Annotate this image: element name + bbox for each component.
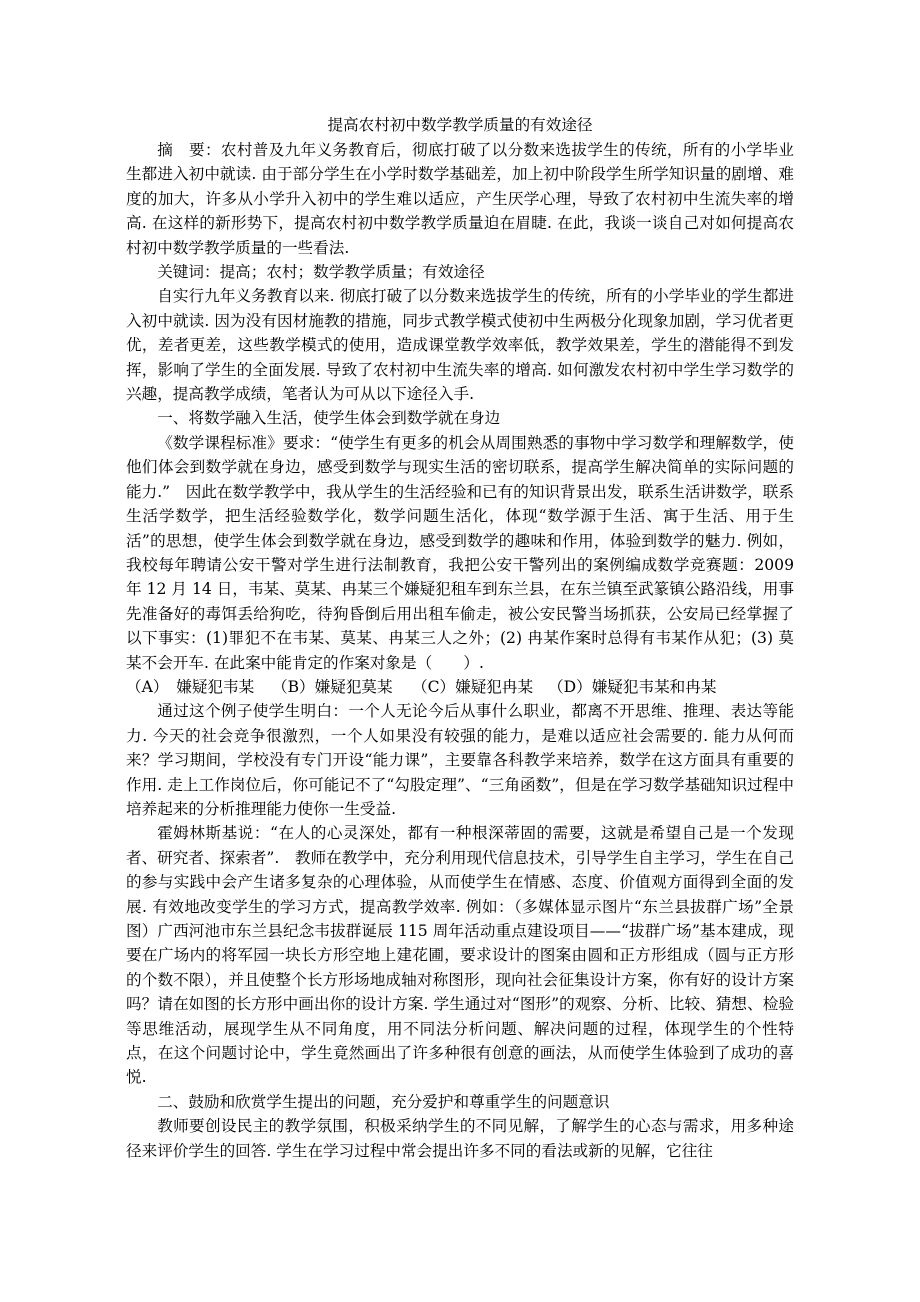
document-page <box>126 113 794 1163</box>
section-heading-2: 二、鼓励和欣赏学生提出的问题，充分爱护和尊重学生的问题意识 <box>157 1092 610 1111</box>
body-paragraph-3: 霍姆林斯基说：“在人的心灵深处，都有一种根深蒂固的需要，这就是希望自己是一个发现者、研究者、探索者”. 教师在教学中，充分利用现代信息技术，引导学生自主学习，学生在自己的参与实践中会产生诸多复杂的心理体验，从而使学生在情感、态度、价值观方面得到全面的发展. 有效地改变学生的学习方式，提高教学效率. 例如：（多媒体显示图片“东兰县拔群广场”全景图）广西河池市东兰县纪念韦拔群诞辰 115 周年活动重点建设项目——“拔群广场”基本建成，现要在广场内的将军园一块长方形空地上建花圃，要求设计的图案由圆和正方形组成（圆与正方形的个数不限），并且使整个长方形场地成轴对称图形，现向社会征集设计方案，你有好的设计方案吗？请在如图的长方形中画出你的设计方案. 学生通过对“图形”的观察、分析、比较、猜想、检验等思维活动，展现学生从不同角度，用不同法分析问题、解决问题的过程，体现学生的个性特点，在这个问题讨论中，学生竟然画出了许多种很有创意的画法，从而使学生体验到了成功的喜悦. <box>126 824 794 1087</box>
intro-paragraph: 自实行九年义务教育以来. 彻底打破了以分数来选拔学生的传统，所有的小学毕业的学生都进入初中就读. 因为没有因材施教的措施，同步式教学模式使初中生两极分化现象加剧，学习优者更优，差者更差，这些教学模式的使用，造成课堂教学效率低，教学效果差，学生的潜能得不到发挥，影响了学生的全面发展. 导致了农村初中生流失率的增高. 如何激发农村初中学生学习数学的兴趣，提高教学成绩，笔者认为可从以下途径入手. <box>126 287 794 404</box>
body-paragraph-1: 《数学课程标准》要求：“使学生有更多的机会从周围熟悉的事物中学习数学和理解数学，使他们体会到数学就在身边，感受到数学与现实生活的密切联系，提高学生解决简单的实际问题的能力.” 因此在数学教学中，我从学生的生活经验和已有的知识背景出发，联系生活讲数学，联系生活学数学，把生活经验数学化，数学问题生活化，体现“数学源于生活、寓于生活、用于生活”的思想，使学生体会到数学就在身边，感受到数学的趣味和作用，体验到数学的魅力. 例如，我校每年聘请公安干警对学生进行法制教育，我把公安干警列出的案例编成数学竞赛题：2009 年 12 月 14 日，韦某、莫某、冉某三个嫌疑犯租车到东兰县，在东兰镇至武篆镇公路沿线，用事先准备好的毒饵丢给狗吃，待狗昏倒后用出租车偷走，被公安民警当场抓获，公安局已经掌握了以下事实：(1)罪犯不在韦某、莫某、冉某三人之外；(2) 冉某作案时总得有韦某作从犯；(3) 莫某不会开车. 在此案中能肯定的作案对象是（ ）. <box>126 433 794 672</box>
option-a: （A） 嫌疑犯韦某 <box>126 677 255 696</box>
body-paragraph-4: 教师要创设民主的教学氛围，积极采纳学生的不同见解，了解学生的心态与需求，用多种途径来评价学生的回答. 学生在学习过程中常会提出许多不同的看法或新的见解，它往往 <box>126 1117 794 1160</box>
section-heading-1: 一、将数学融入生活，使学生体会到数学就在身边 <box>157 409 501 428</box>
answer-options <box>126 675 794 699</box>
option-b: （B）嫌疑犯莫某 <box>272 677 393 696</box>
document-title: 提高农村初中数学教学质量的有效途径 <box>327 116 593 134</box>
option-c: （C）嫌疑犯冉某 <box>412 677 534 696</box>
body-paragraph-2: 通过这个例子使学生明白：一个人无论今后从事什么职业，都离不开思维、推理、表达等能力. 今天的社会竞争很激烈，一个人如果没有较强的能力，是难以适应社会需要的. 能力从何而来？学习期间，学校没有专门开设“能力课”，主要靠各科教学来培养，数学在这方面具有重要的作用. 走上工作岗位后，你可能记不了“勾股定理”、“三角函数”，但是在学习数学基础知识过程中培养起来的分析推理能力使你一生受益. <box>126 702 794 818</box>
keywords-paragraph: 关键词：提高；农村；数学教学质量；有效途径 <box>157 263 485 282</box>
option-d: （D）嫌疑犯韦某和冉某 <box>548 677 717 696</box>
abstract-paragraph: 摘 要：农村普及九年义务教育后，彻底打破了以分数来选拔学生的传统，所有的小学毕业生都进入初中就读. 由于部分学生在小学时数学基础差，加上初中阶段学生所学知识量的剧增、难度的加大，许多从小学升入初中的学生难以适应，产生厌学心理，导致了农村初中生流失率的增高. 在这样的新形势下，提高农村初中数学教学质量迫在眉睫. 在此，我谈一谈自己对如何提高农村初中数学教学质量的一些看法. <box>126 141 794 257</box>
